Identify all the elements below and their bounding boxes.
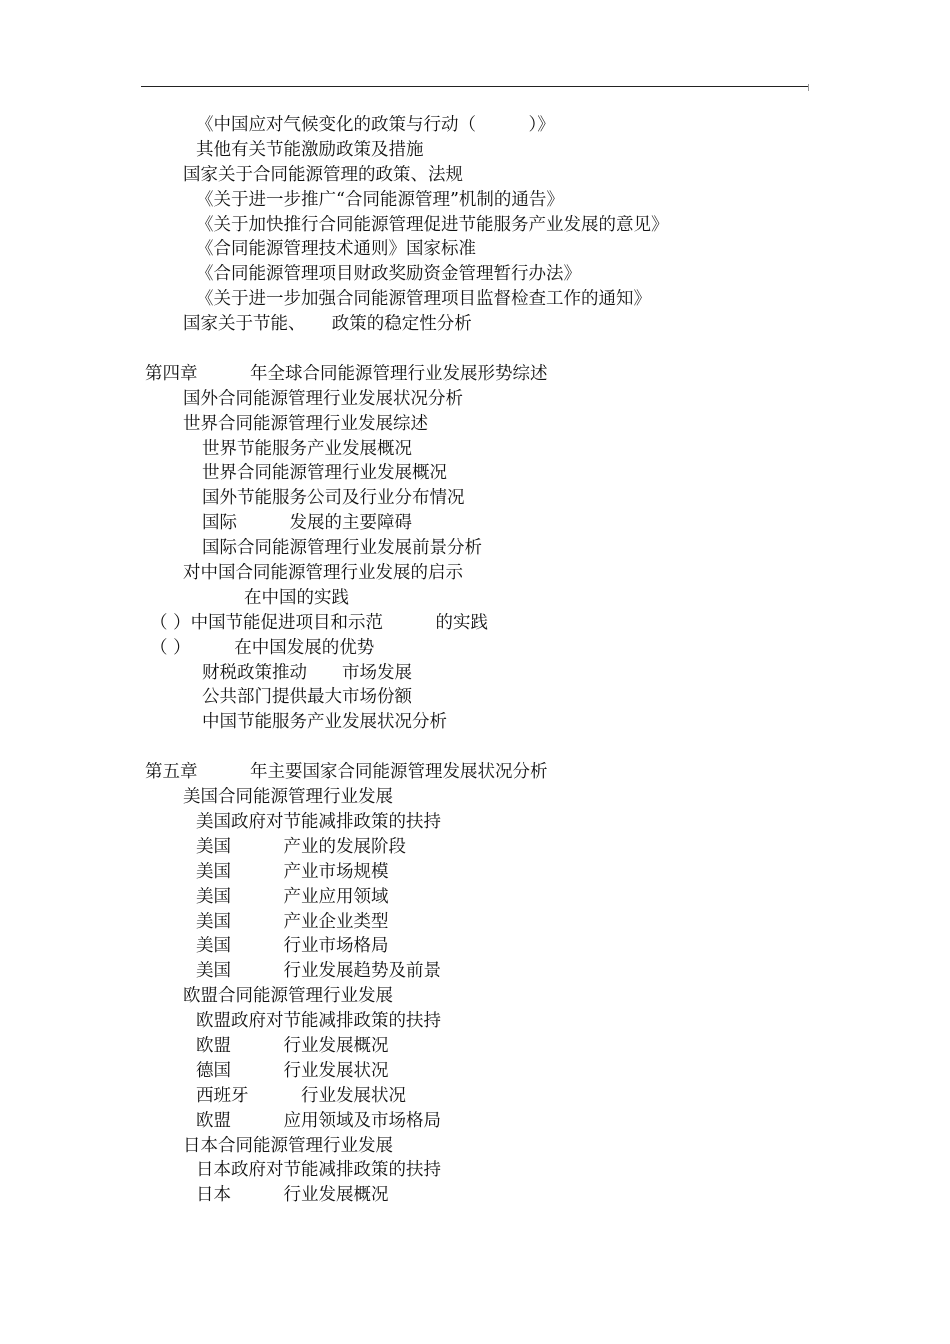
toc-item-entry: 德国 行业发展状况 bbox=[196, 1060, 389, 1081]
toc-section-entry: 国家关于节能、 政策的稳定性分析 bbox=[183, 314, 472, 335]
toc-item-entry: 美国政府对节能减排政策的扶持 bbox=[196, 811, 441, 832]
toc-item-entry: 欧盟政府对节能减排政策的扶持 bbox=[196, 1011, 441, 1032]
toc-item-entry: 欧盟 应用领域及市场格局 bbox=[196, 1110, 441, 1131]
toc-item-entry: 《中国应对气候变化的政策与行动（ ）》 bbox=[196, 115, 555, 135]
toc-item-entry: 《合同能源管理项目财政奖励资金管理暂行办法》 bbox=[196, 264, 581, 285]
toc-item-entry: 美国 行业市场格局 bbox=[196, 936, 389, 957]
toc-item-entry: 国际合同能源管理行业发展前景分析 bbox=[202, 538, 482, 559]
toc-spacer bbox=[0, 337, 950, 362]
toc-item-entry: 世界节能服务产业发展概况 bbox=[202, 438, 412, 459]
toc-chapter-heading: 第五章 年主要国家合同能源管理发展状况分析 bbox=[145, 762, 548, 783]
toc-item-entry: 其他有关节能激励政策及措施 bbox=[196, 139, 424, 160]
toc-section-entry: 美国合同能源管理行业发展 bbox=[183, 787, 393, 808]
table-of-contents bbox=[0, 113, 950, 1208]
header-rule-tick bbox=[808, 84, 809, 91]
toc-item-entry: 美国 产业应用领域 bbox=[196, 886, 389, 907]
toc-item-entry: 公共部门提供最大市场份额 bbox=[202, 687, 412, 708]
toc-item-entry: 在中国的实践 bbox=[244, 587, 349, 608]
toc-item-entry: （ ） 在中国发展的优势 bbox=[150, 637, 375, 658]
toc-section-entry: 日本合同能源管理行业发展 bbox=[183, 1135, 393, 1156]
toc-item-entry: 美国 行业发展趋势及前景 bbox=[196, 961, 441, 982]
toc-section-entry: 欧盟合同能源管理行业发展 bbox=[183, 986, 393, 1007]
toc-chapter-heading: 第四章 年全球合同能源管理行业发展形势综述 bbox=[145, 363, 548, 384]
toc-item-entry: 日本政府对节能减排政策的扶持 bbox=[196, 1160, 441, 1181]
toc-section-entry: 对中国合同能源管理行业发展的启示 bbox=[183, 563, 463, 584]
toc-item-entry: 世界合同能源管理行业发展概况 bbox=[202, 463, 447, 484]
toc-item-entry: 中国节能服务产业发展状况分析 bbox=[202, 712, 447, 733]
toc-section-entry: 世界合同能源管理行业发展综述 bbox=[183, 413, 428, 434]
toc-item-entry: 日本 行业发展概况 bbox=[196, 1185, 389, 1206]
toc-item-entry: 《关于进一步加强合同能源管理项目监督检查工作的通知》 bbox=[196, 289, 651, 310]
toc-item-entry: 《关于加快推行合同能源管理促进节能服务产业发展的意见》 bbox=[196, 214, 669, 235]
toc-item-entry: 《合同能源管理技术通则》国家标准 bbox=[196, 239, 476, 260]
toc-item-entry: （ ）中国节能促进项目和示范 的实践 bbox=[150, 612, 489, 633]
toc-item-entry: 美国 产业企业类型 bbox=[196, 911, 389, 932]
toc-item-entry: 国际 发展的主要障碍 bbox=[202, 513, 412, 534]
toc-item-entry: 美国 产业的发展阶段 bbox=[196, 836, 406, 857]
toc-section-entry: 国外合同能源管理行业发展状况分析 bbox=[183, 388, 463, 409]
toc-item-entry: 国外节能服务公司及行业分布情况 bbox=[202, 488, 465, 509]
toc-item-entry: 美国 产业市场规模 bbox=[196, 861, 389, 882]
toc-spacer bbox=[0, 735, 950, 760]
toc-item-entry: 《关于进一步推广“合同能源管理”机制的通告》 bbox=[196, 189, 564, 210]
toc-item-entry: 西班牙 行业发展状况 bbox=[196, 1085, 406, 1106]
toc-section-entry: 国家关于合同能源管理的政策、法规 bbox=[183, 164, 463, 185]
toc-item-entry: 财税政策推动 市场发展 bbox=[202, 662, 412, 683]
toc-item-entry: 欧盟 行业发展概况 bbox=[196, 1035, 389, 1056]
header-rule bbox=[141, 86, 808, 87]
